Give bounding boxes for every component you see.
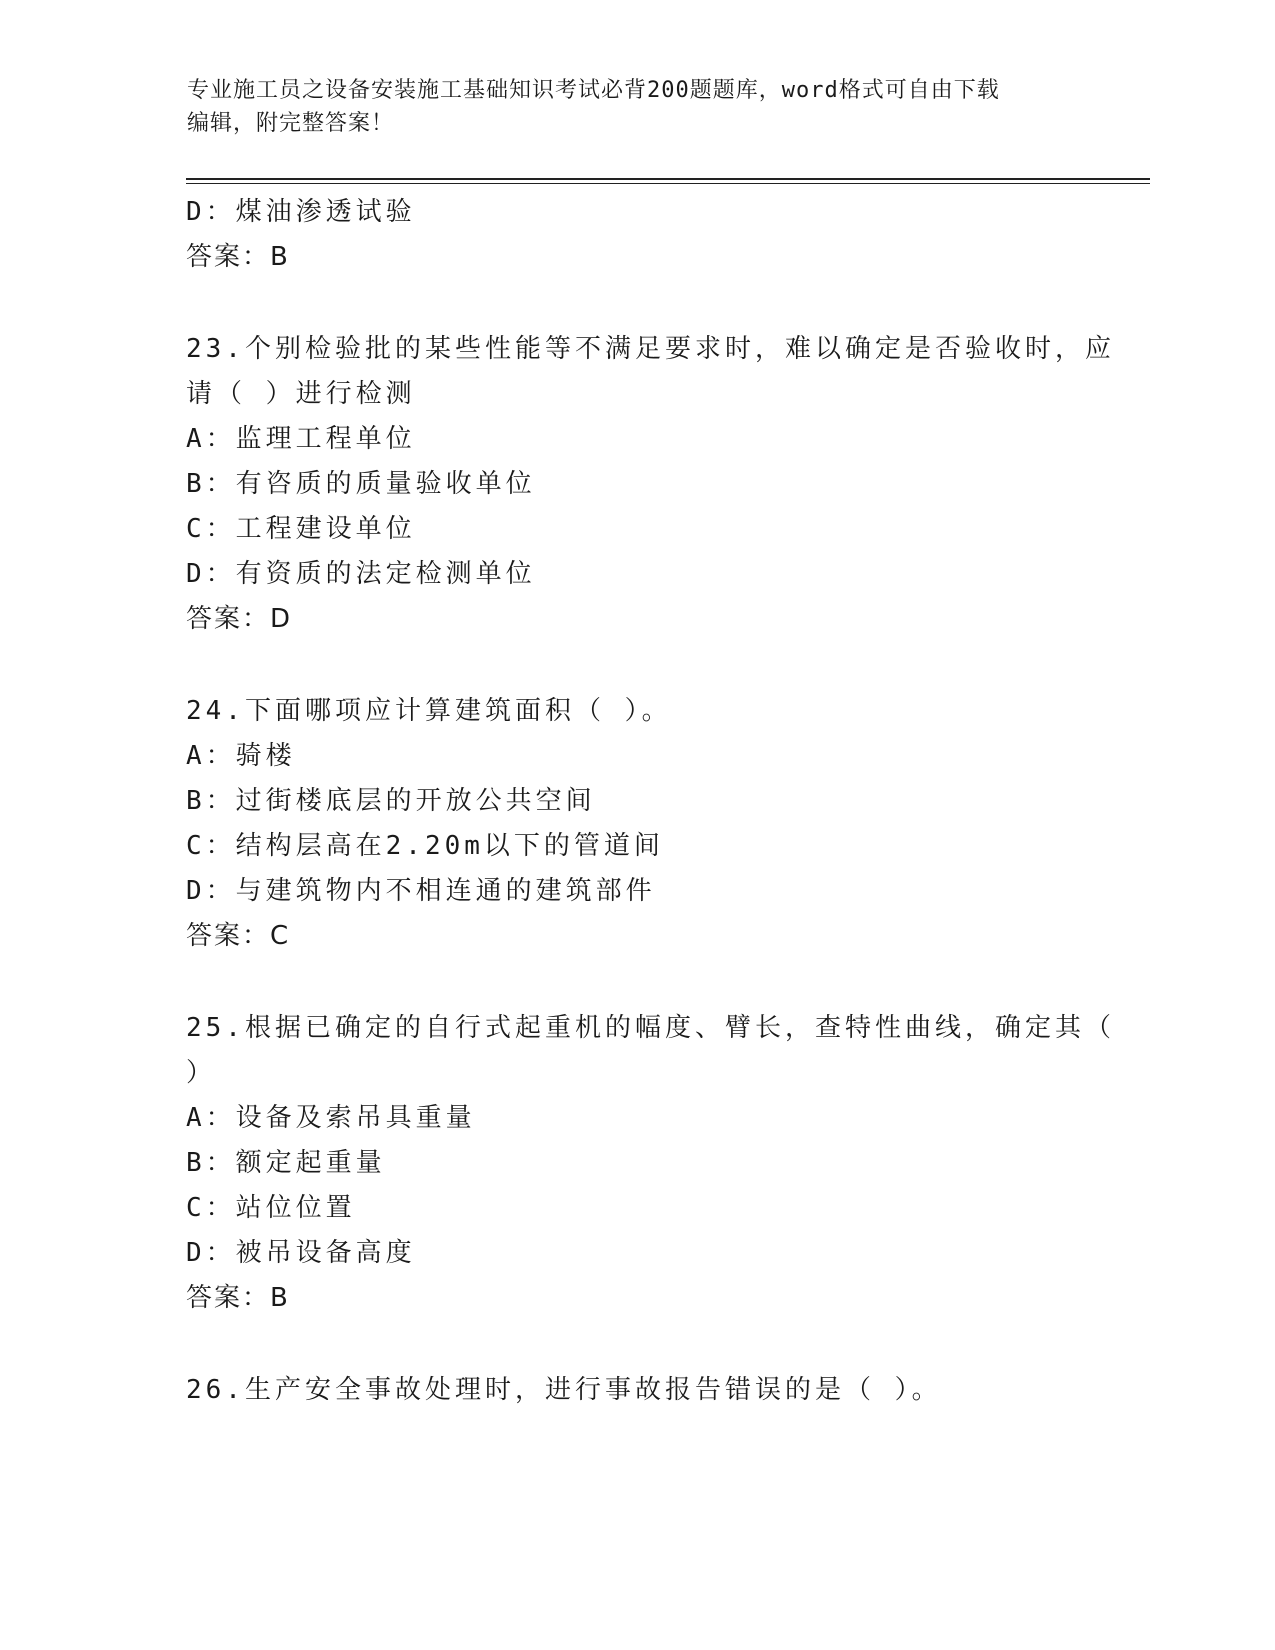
option-d: D：与建筑物内不相连通的建筑部件: [186, 876, 656, 906]
spacer: [186, 1321, 1086, 1368]
document-header: [187, 74, 1087, 140]
answer-line: 答案：B: [186, 242, 290, 272]
header-line-2: 编辑，附完整答案！: [187, 111, 395, 136]
option-d: D：煤油渗透试验: [186, 197, 416, 227]
option-d: D：被吊设备高度: [186, 1238, 416, 1268]
spacer: [186, 280, 1086, 327]
question-26: [186, 1368, 1086, 1413]
option-c: C：工程建设单位: [186, 514, 416, 544]
spacer: [186, 642, 1086, 689]
header-rule-thick: [186, 178, 1150, 180]
option-c: C：结构层高在2.20m以下的管道间: [186, 831, 664, 861]
header-rule-thin: [186, 183, 1150, 184]
question-25: [186, 1006, 1115, 1321]
question-stem: 24.下面哪项应计算建筑面积（ ）。: [186, 696, 672, 726]
question-stem: 26.生产安全事故处理时，进行事故报告错误的是（ ）。: [186, 1375, 942, 1405]
answer-line: 答案：D: [186, 604, 293, 634]
question-24: [186, 689, 1086, 959]
spacer: [186, 959, 1086, 1006]
question-list: [186, 190, 1115, 1413]
option-b: B：额定起重量: [186, 1148, 386, 1178]
question-23: [186, 327, 1115, 642]
question-stem: 23.个别检验批的某些性能等不满足要求时，难以确定是否验收时，应: [186, 334, 1115, 364]
header-line-1: 专业施工员之设备安装施工基础知识考试必背200题题库，word格式可自由下载: [187, 78, 1000, 103]
option-d: D：有资质的法定检测单位: [186, 559, 536, 589]
option-b: B：有咨质的质量验收单位: [186, 469, 536, 499]
question-stem: 25.根据已确定的自行式起重机的幅度、臂长，查特性曲线，确定其（: [186, 1013, 1115, 1043]
option-b: B：过街楼底层的开放公共空间: [186, 786, 596, 816]
question-stem: ）: [186, 1058, 217, 1088]
question-stem: 请（ ）进行检测: [186, 379, 416, 409]
option-c: C：站位位置: [186, 1193, 356, 1223]
option-a: A：设备及索吊具重量: [186, 1103, 476, 1133]
answer-line: 答案：C: [186, 921, 291, 951]
option-a: A：监理工程单位: [186, 424, 416, 454]
option-a: A：骑楼: [186, 741, 296, 771]
answer-line: 答案：B: [186, 1283, 290, 1313]
